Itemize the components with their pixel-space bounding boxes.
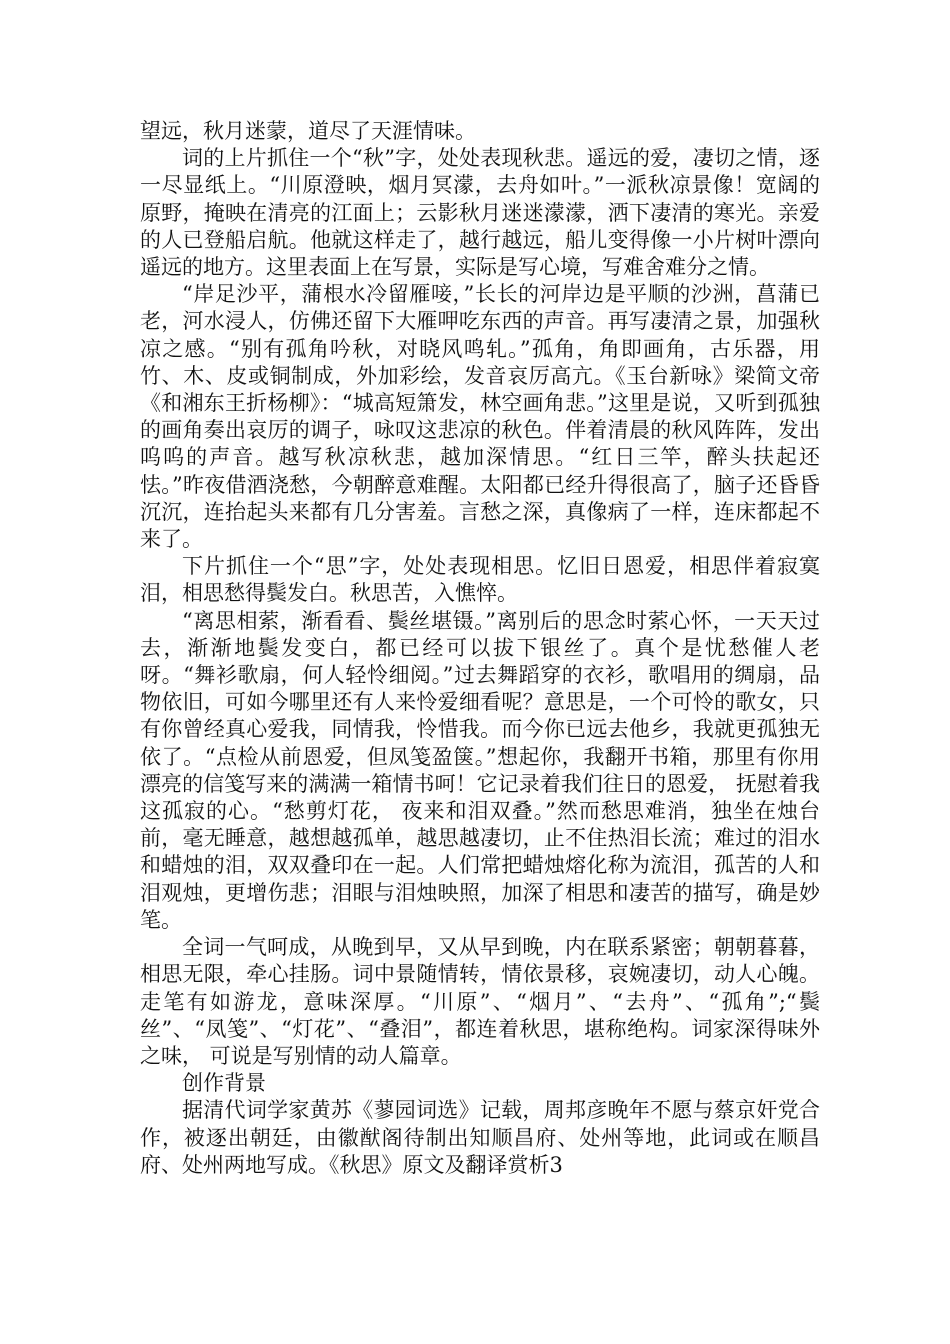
paragraph-2: 词的上片抓住一个“秋”字，处处表现秋悲。遥远的爱，凄切之情，逐一尽显纸上。“川原澄映，烟月冥濛，去舟如叶。”一派秋凉景像！宽阔的原野，掩映在清亮的江面上；云影秋月迷迷濛濛，洒下凄清的寒光。亲爱的人已登船启航。他就这样走了，越行越远，船儿变得像一小片树叶漂向遥远的地方。这里表面上在写景，实际是写心境，写难舍难分之情。 [140,146,820,280]
paragraph-5: “离思相萦，渐看看、鬓丝堪镊。”离别后的思念时萦心怀，一天天过去，渐渐地鬓发变白，都已经可以拔下银丝了。真个是忧愁催人老呀。“舞衫歌扇，何人轻怜细阅。”过去舞蹈穿的衣衫，歌唱用的绸扇，品物依旧，可如今哪里还有人来怜爱细看呢？意思是，一个可怜的歌女，只有你曾经真心爱我，同情我，怜惜我。而今你已远去他乡，我就更孤独无依了。“点检从前恩爱，但凤笺盈箧。”想起你，我翻开书箱，那里有你用漂亮的信笺写来的满满一箱情书呵！它记录着我们往日的恩爱， 抚慰着我这孤寂的心。“愁剪灯花， 夜来和泪双叠。”然而愁思难消，独坐在烛台前，毫无睡意，越想越孤单，越思越凄切，止不住热泪长流；难过的泪水和蜡烛的泪，双双叠印在一起。人们常把蜡烛熔化称为流泪，孤苦的人和泪观烛，更增伤悲；泪眼与泪烛映照，加深了相思和凄苦的描写，确是妙笔。 [140,608,820,932]
paragraph-7: 据清代词学家黄苏《蓼园词选》记载，周邦彦晚年不愿与蔡京奸党合作，被逐出朝廷，由徽猷阁待制出知顺昌府、处州等地，此词或在顺昌府、处州两地写成。《秋思》原文及翻译赏析3 [140,1098,820,1177]
body-text [140,118,820,1179]
paragraph-4: 下片抓住一个“思”字，处处表现相思。忆旧日恩爱，相思伴着寂寞泪，相思愁得鬓发白。秋思苦，入憔悴。 [140,554,820,606]
paragraph-1: 望远，秋月迷蒙，道尽了天涯情味。 [140,119,476,143]
paragraph-3: “岸足沙平，蒲根水冷留雁唼，”长长的河岸边是平顺的沙洲，菖蒲已老，河水浸人，仿佛还留下大雁呷吃东西的声音。再写凄清之景，加强秋凉之感。“别有孤角吟秋，对晓风鸣轧。”孤角，角即画角，古乐器，用竹、木、皮或铜制成，外加彩绘，发音哀厉高亢。《玉台新咏》梁简文帝《和湘东王折杨柳》：“城高短箫发，林空画角悲。”这里是说，又听到孤独的画角奏出哀厉的调子，咏叹这悲凉的秋色。伴着清晨的秋风阵阵，发出呜呜的声音。越写秋凉秋悲，越加深情思。“红日三竿，醉头扶起还怯。”昨夜借酒浇愁，今朝醉意难醒。太阳都已经升得很高了，脑子还昏昏沉沉，连抬起头来都有几分害羞。言愁之深，真像病了一样，连床都起不来了。 [140,282,820,552]
paragraph-6: 全词一气呵成，从晚到早，又从早到晚，内在联系紧密；朝朝暮暮，相思无限，牵心挂肠。词中景随情转，情依景移，哀婉凄切，动人心魄。走笔有如游龙，意味深厚。“川原”、“烟月”、“去舟”、“孤角”;“鬓丝”、“凤笺”、“灯花”、“叠泪”，都连着秋思，堪称绝构。词家深得味外之味， 可说是写别情的动人篇章。 [140,935,820,1068]
section-heading: 创作背景 [182,1071,266,1096]
